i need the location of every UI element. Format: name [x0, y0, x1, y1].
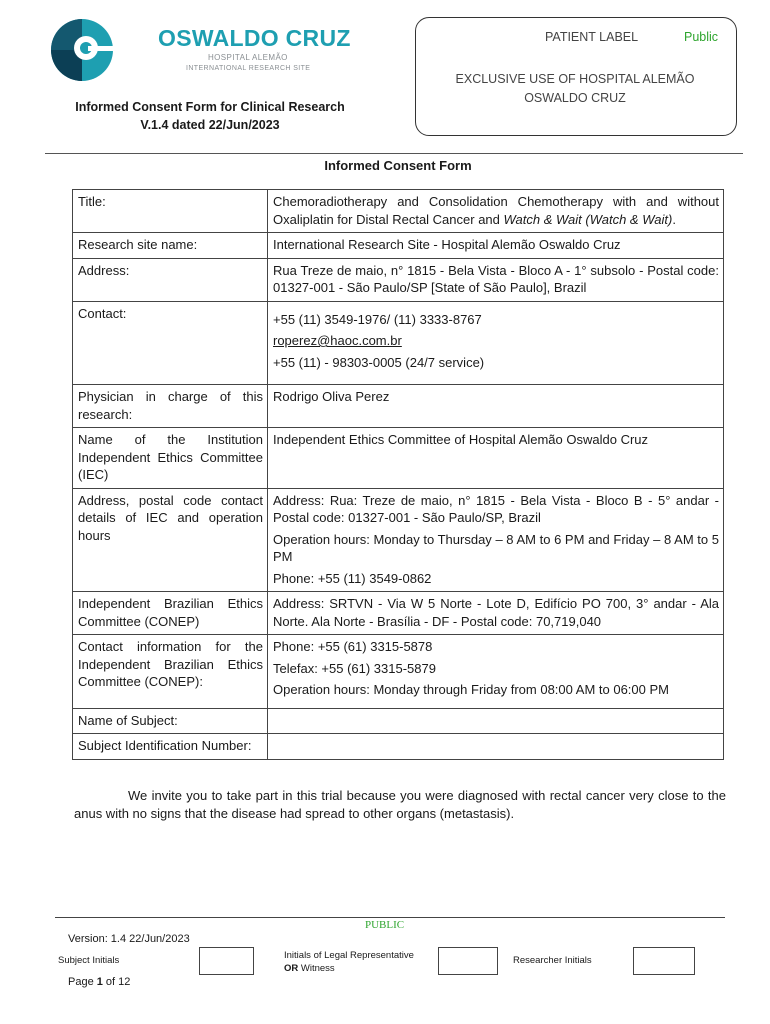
contact-email-link[interactable]: roperez@haoc.com.br	[273, 333, 402, 348]
iec-label: Name of the Institution Independent Ethics Committee (IEC)	[73, 428, 268, 489]
legal-rep-initials-label	[284, 949, 414, 975]
iec-address-label: Address, postal code contact details of IEC and operation hours	[73, 488, 268, 592]
iec-value: Independent Ethics Committee of Hospital Alemão Oswaldo Cruz	[268, 428, 724, 489]
conep-contact-label: Contact information for the Independent Brazilian Ethics Committee (CONEP):	[73, 635, 268, 709]
legal-or-word: OR	[284, 963, 299, 974]
footer-divider	[55, 917, 725, 918]
contact-service-phone: +55 (11) - 98303-0005 (24/7 service)	[273, 354, 485, 370]
contact-value	[268, 301, 724, 385]
page-current: 1	[96, 976, 103, 988]
subject-initials-box[interactable]	[199, 947, 254, 975]
table-row	[73, 592, 724, 635]
iec-phone: Phone: +55 (11) 3549-0862	[273, 570, 432, 586]
brand-subtitle: HOSPITAL ALEMÃO	[208, 53, 288, 62]
table-row	[73, 708, 724, 734]
physician-value: Rodrigo Oliva Perez	[268, 385, 724, 428]
title-value-italic: Watch & Wait (Watch & Wait)	[503, 211, 673, 227]
table-row	[73, 385, 724, 428]
table-row	[73, 734, 724, 760]
conep-hours: Operation hours: Monday through Friday from 08:00 AM to 06:00 PM	[273, 682, 669, 697]
subject-name-field[interactable]	[268, 708, 724, 734]
footer-version: Version: 1.4 22/Jun/2023	[68, 933, 190, 945]
conep-fax: Telefax: +55 (61) 3315-5879	[273, 660, 436, 676]
legal-rep-initials-box[interactable]	[438, 947, 498, 975]
site-value: International Research Site - Hospital Alemão Oswaldo Cruz	[268, 233, 724, 259]
brand-name: OSWALDO CRUZ	[158, 25, 351, 51]
researcher-initials-label: Researcher Initials	[513, 955, 592, 966]
table-row	[73, 635, 724, 709]
conep-phone: Phone: +55 (61) 3315-5878	[273, 639, 433, 654]
legal-witness-word: Witness	[298, 963, 335, 974]
form-heading: Informed Consent Form	[324, 158, 472, 173]
table-row	[73, 428, 724, 489]
subject-initials-label: Subject Initials	[58, 955, 120, 966]
table-row	[73, 301, 724, 385]
legal-rep-label-line1: Initials of Legal Representative	[284, 950, 414, 961]
classification-label: Public	[684, 30, 719, 44]
subject-id-label: Subject Identification Number:	[73, 734, 268, 760]
hospital-logo	[48, 18, 118, 82]
consent-title-version: V.1.4 dated 22/Jun/2023	[140, 118, 280, 132]
invitation-text: We invite you to take part in this trial because you were diagnosed with rectal cancer very close to the anus with no signs that the disease had spread to other organs (metastasis).	[74, 788, 726, 821]
address-label: Address:	[73, 258, 268, 301]
conep-contact-value	[268, 635, 724, 709]
table-row	[73, 233, 724, 259]
footer-classification: PUBLIC	[365, 919, 405, 931]
title-value: Chemoradiotherapy and Consolidation Chemotherapy with and without Oxaliplatin for Distal Rectal Cancer and Watch & Wait (Watch & Wait).	[268, 190, 724, 233]
invitation-paragraph	[74, 787, 726, 823]
iec-hours: Operation hours: Monday to Thursday – 8 AM to 6 PM and Friday – 8 AM to 5 PM	[273, 531, 719, 564]
physician-label: Physician in charge of this research:	[73, 385, 268, 428]
table-row	[73, 258, 724, 301]
researcher-initials-box[interactable]	[633, 947, 695, 975]
table-row	[73, 190, 724, 233]
exclusive-use-line2: OSWALDO CRUZ	[524, 91, 626, 105]
subject-name-label: Name of Subject:	[73, 708, 268, 734]
contact-phone: +55 (11) 3549-1976/ (11) 3333-8767	[273, 311, 482, 327]
iec-address-value	[268, 488, 724, 592]
page-number: Page 1 of 12	[68, 976, 131, 988]
site-label: Research site name:	[73, 233, 268, 259]
subject-id-field[interactable]	[268, 734, 724, 760]
exclusive-use-text	[440, 70, 710, 108]
patient-label-title: PATIENT LABEL	[545, 30, 639, 44]
header-divider	[45, 153, 743, 154]
conep-label: Independent Brazilian Ethics Committee (CONEP)	[73, 592, 268, 635]
study-info-table	[72, 189, 724, 760]
brand-subtitle-site: INTERNATIONAL RESEARCH SITE	[186, 65, 311, 72]
conep-address: Address: SRTVN - Via W 5 Norte - Lote D, Edifício PO 700, 3° andar - Ala Norte. Ala Norte - Brasília - DF - Postal code: 70,719,040	[268, 592, 724, 635]
exclusive-use-line1: EXCLUSIVE USE OF HOSPITAL ALEMÃO	[455, 72, 695, 86]
iec-address: Address: Rua: Treze de maio, n° 1815 - Bela Vista - Bloco B - 5° andar - Postal code: 01327-001 - São Paulo/SP, Brazil	[273, 492, 719, 525]
consent-title-line1: Informed Consent Form for Clinical Research	[75, 100, 345, 114]
title-label: Title:	[73, 190, 268, 233]
address-value: Rua Treze de maio, n° 1815 - Bela Vista - Bloco A - 1° subsolo - Postal code: 01327-001 - São Paulo/SP [State of São Paulo], Brazil	[268, 258, 724, 301]
contact-label: Contact:	[73, 301, 268, 385]
consent-form-title	[40, 98, 380, 134]
table-row	[73, 488, 724, 592]
